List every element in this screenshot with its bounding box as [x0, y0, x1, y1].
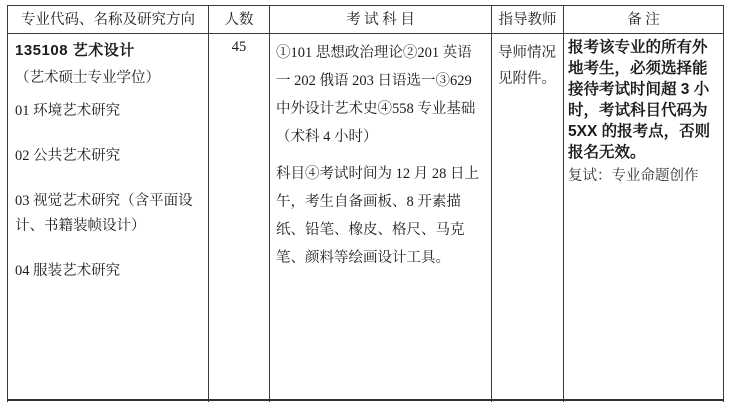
- enrollment-cell: [209, 34, 270, 400]
- table-header-row: [8, 6, 724, 34]
- program-row: [8, 34, 724, 400]
- program-code-title: 135108 艺术设计: [15, 42, 135, 59]
- col-header-enrollment: 人数: [209, 6, 270, 34]
- remarks-retest-text: 复试：专业命题创作: [568, 168, 699, 184]
- advisor-note: 导师情况见附件。: [498, 45, 556, 87]
- exam-subject4-note: 科目④考试时间为 12 月 28 日上午，考生自备画板、8 开素描纸、铅笔、橡皮、格尺、马克笔、颜料等绘画设计工具。: [276, 166, 479, 266]
- admissions-table: [7, 5, 724, 402]
- program-degree-note: （艺术硕士专业学位）: [15, 70, 160, 86]
- research-direction-01: 01 环境艺术研究: [15, 103, 121, 119]
- advisor-cell: [492, 34, 564, 400]
- research-direction-03: 03 视觉艺术研究（含平面设计、书籍装帧设计）: [15, 193, 193, 234]
- remarks-cell: [564, 34, 724, 400]
- research-direction-04: 04 服装艺术研究: [15, 263, 121, 279]
- major-cell: [8, 34, 209, 400]
- col-header-remarks: 备 注: [564, 6, 724, 34]
- enrollment-count: 45: [231, 39, 247, 55]
- remarks-warning-text: 报考该专业的所有外地考生，必须选择能接待考试时间超 3 小时，考试科目代码为 5XX 的报考点，否则报名无效。: [568, 39, 711, 161]
- research-direction-02: 02 公共艺术研究: [15, 148, 121, 164]
- exam-subjects-list: ①101 思想政治理论②201 英语一 202 俄语 203 日语选一③629 中外设计艺术史④558 专业基础（术科 4 小时）: [276, 45, 476, 145]
- col-header-advisor: 指导教师: [492, 6, 564, 34]
- col-header-exam-subjects: 考 试 科 目: [270, 6, 492, 34]
- exam-subjects-cell: [270, 34, 492, 400]
- col-header-major-code: 专业代码、名称及研究方向: [8, 6, 209, 34]
